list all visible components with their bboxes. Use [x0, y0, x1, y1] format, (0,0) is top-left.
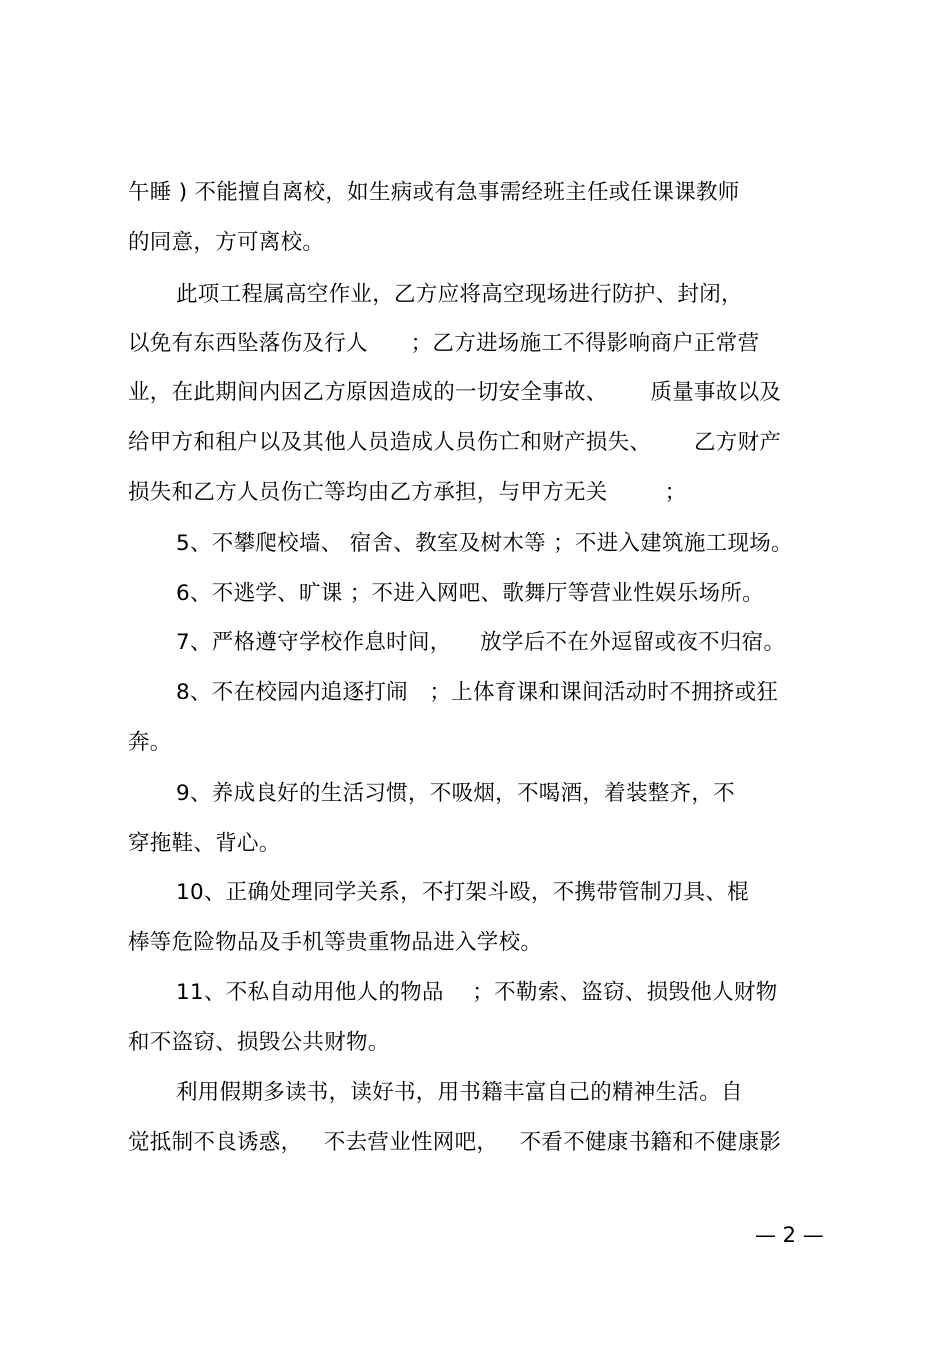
text-line-17: 11、不私自动用他人的物品 ；不勒索、盗窃、损毁他人财物: [176, 980, 778, 1005]
text-line-8: 5、不攀爬校墙、 宿舍、教室及树木等 ；不进入建筑施工现场。: [176, 531, 793, 556]
text-line-5: 业，在此期间内因乙方原因造成的一切安全事故、 质量事故以及: [128, 380, 782, 405]
text-line-2: 的同意，方可离校。: [128, 230, 325, 255]
text-line-19: 利用假期多读书，读好书，用书籍丰富自己的精神生活。自: [176, 1080, 743, 1105]
page-number: — 2 —: [755, 1223, 824, 1247]
text-line-9: 6、不逃学、旷课 ；不进入网吧、歌舞厅等营业性娱乐场所。: [176, 581, 764, 606]
text-line-15: 10、正确处理同学关系，不打架斗殴，不携带管制刀具、棍: [176, 880, 749, 905]
text-line-11: 8、不在校园内追逐打闹 ；上体育课和课间活动时不拥挤或狂: [176, 680, 779, 705]
text-line-4: 以免有东西坠落伤及行人 ；乙方进场施工不得影响商户正常营: [128, 331, 760, 356]
text-line-7: 损失和乙方人员伤亡等均由乙方承担，与甲方无关 ；: [128, 480, 687, 505]
text-line-20: 觉抵制不良诱惑， 不去营业性网吧， 不看不健康书籍和不健康影: [128, 1130, 782, 1155]
text-line-14: 穿拖鞋、背心。: [128, 831, 281, 856]
text-line-13: 9、养成良好的生活习惯，不吸烟，不喝酒，着装整齐，不: [176, 781, 735, 806]
text-line-10: 7、严格遵守学校作息时间， 放学后不在外逗留或夜不归宿。: [176, 630, 786, 655]
text-line-6: 给甲方和租户以及其他人员造成人员伤亡和财产损失、 乙方财产: [128, 430, 782, 455]
text-line-18: 和不盗窃、损毁公共财物。: [128, 1030, 390, 1055]
text-line-3: 此项工程属高空作业，乙方应将高空现场进行防护、封闭，: [176, 282, 743, 307]
text-line-16: 棒等危险物品及手机等贵重物品进入学校。: [128, 930, 543, 955]
text-line-1: 午睡 ) 不能擅自离校，如生病或有急事需经班主任或任课课教师: [128, 180, 740, 205]
text-line-12: 奔。: [128, 730, 172, 755]
